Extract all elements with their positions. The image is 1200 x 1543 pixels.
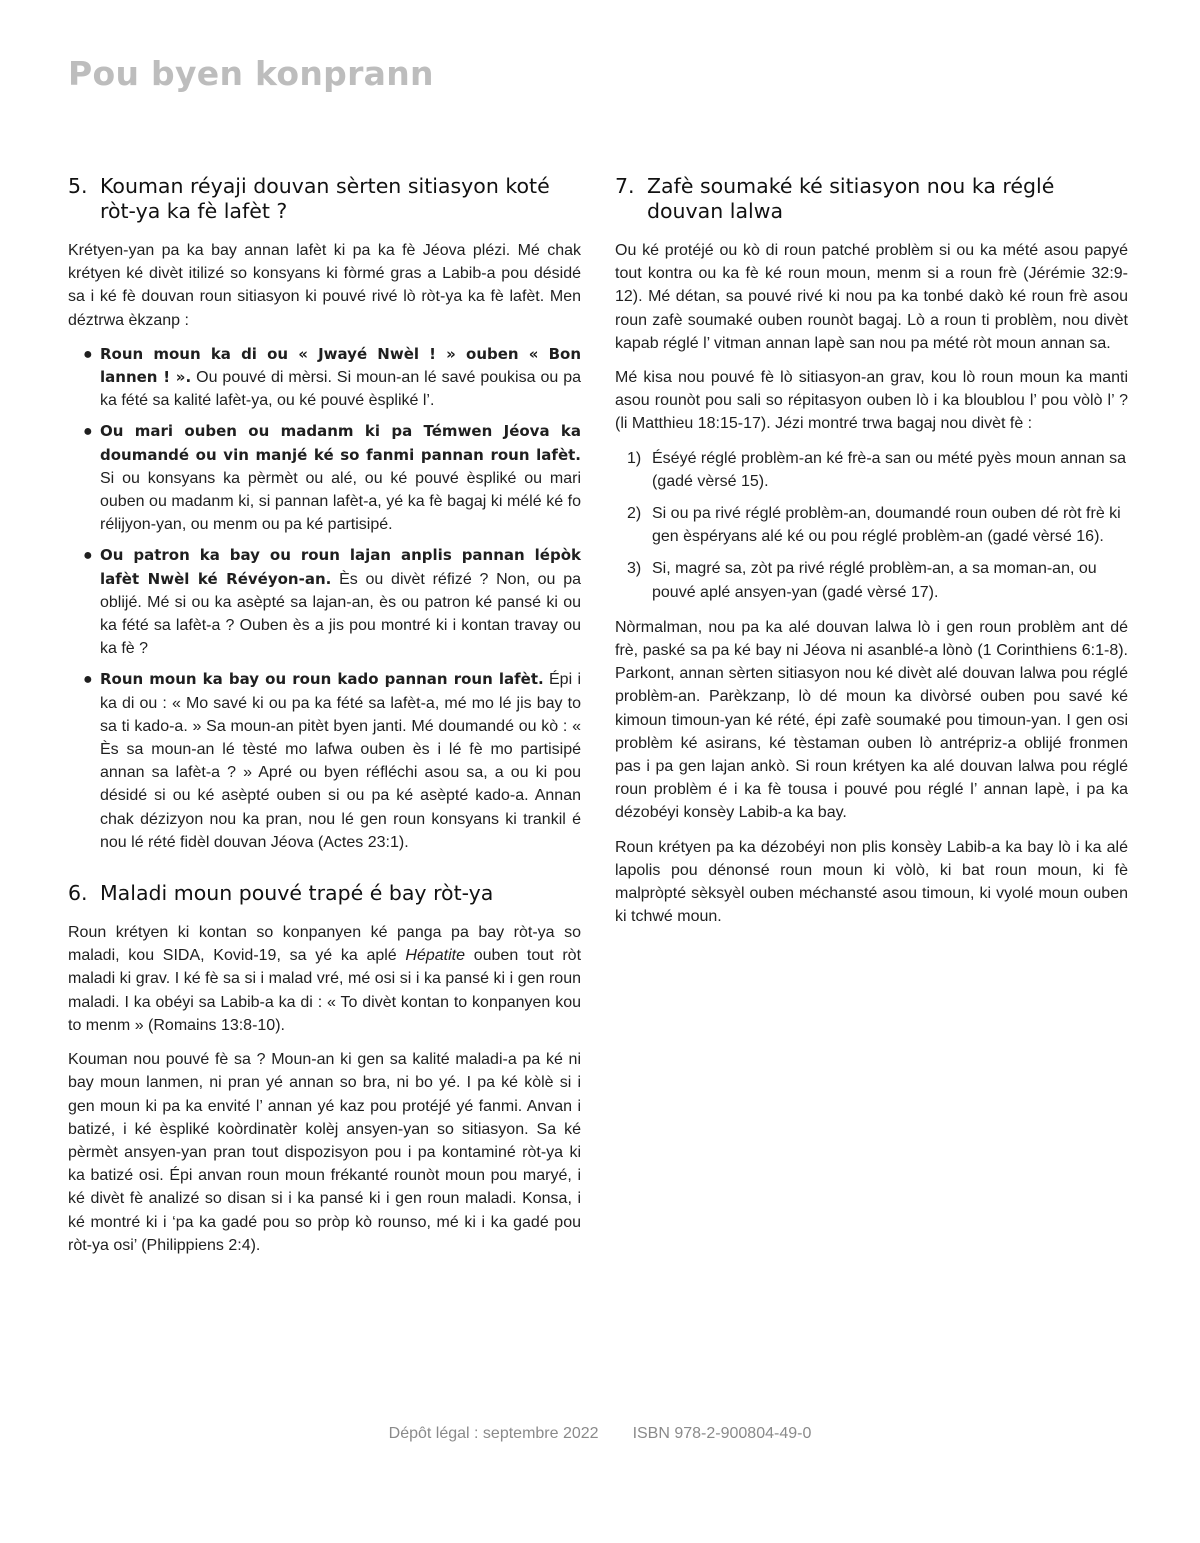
isbn: ISBN 978-2-900804-49-0 <box>632 1425 812 1442</box>
bullet-text: Si ou konsyans ka pèrmèt ou alé, ou ké pouvé èspliké ou mari ouben ou madanm ki, si pannan lafèt-a, yé ka fè bagaj ki mélé ké fo rélijyon-yan, ou menm ou pa ké partisipé. <box>100 469 581 534</box>
section-5-intro: Krétyen-yan pa ka bay annan lafèt ki pa ka fè Jéova plézi. Mé chak krétyen ké divèt itilizé so konsyans ki fòrmé gras a Labib-a pou désidé sa i ké fè douvan roun sitiasyon ki pouvé rivé lò ròt-ya ka fè lafèt. Men déztrwa èkzanp : <box>68 242 581 329</box>
page-footer <box>0 1425 1200 1443</box>
bullet-lead: Ou mari ouben ou madanm ki pa Témwen Jéova ka doumandé ou vin manjé ké so fanmi pannan roun lafèt. <box>100 422 581 464</box>
step-item <box>615 557 1128 603</box>
left-column <box>68 174 581 1268</box>
section-7-step-list <box>615 447 1128 604</box>
section-6-number: 6. <box>68 881 88 906</box>
section-5-bullet-list <box>68 343 581 854</box>
bullet-icon: ● <box>83 671 93 689</box>
page-title: Pou byen konprann <box>68 54 434 93</box>
step-number: 3) <box>627 560 642 578</box>
section-7-number: 7. <box>615 174 635 198</box>
bullet-icon: ● <box>83 423 93 441</box>
bullet-text: Épi i ka di ou : « Mo savé ki ou pa ka fété sa lafèt-a, mé mo lé jis bay to sa ti kado-a. » Sa moun-an pitèt byen janti. Mé doumandé ou kò : « Ès sa moun-an lé tèsté mo lafwa ouben ès i lé fè mo partisipé annan sa lafèt-a ? » Apré ou byen réfléchi asou sa, a ou ki pou désidé si ou ké asèpté ouben si ou pa ké asèpté kado-a. Annan chak dézizyon nou ka pran, nou lé gen roun konsyans ki trankil é nou lé rété fidèl douvan Jéova (Actes 23:1). <box>100 671 581 851</box>
bullet-item <box>68 420 581 536</box>
section-6-paragraph-2: Kouman nou pouvé fè sa ? Moun-an ki gen sa kalité maladi-a pa ké ni bay moun lanmen, ni pran yé annan so bra, ni bo yé. I pa ké kòlè si i gen moun ki pa ka envité l’ annan yé kaz pou protéjé yé fanmi. Anvan i batizé, i ké èspliké koòrdinatèr kolèj ansyen-yan so sitiasyon. Sa ké pèrmèt ansyen-yan pran tout dispozisyon pou i pa kontaminé ròt-ya ki ka batizé osi. Épi anvan roun moun frékanté rounòt moun pou maryé, i ké divèt fè analizé so disan si i ka pansé ki i gen roun maladi. Konsa, i ké montré ki i ‘pa ka gadé pou so pròp kò rounso, mé ki i ka gadé pou ròt-ya osi’ (Philippiens 2:4). <box>68 1051 581 1254</box>
step-number: 2) <box>627 505 642 523</box>
step-item <box>615 447 1128 493</box>
bullet-icon: ● <box>83 547 93 565</box>
section-7-title: Zafè soumaké ké sitiasyon nou ka réglé douvan lalwa <box>647 174 1055 223</box>
bullet-text: Ou pouvé di mèrsi. Si moun-an lé savé poukisa ou pa ka fété sa kalité lafèt-ya, ou ké pouvé èspliké l’. <box>100 369 581 410</box>
bullet-item <box>68 668 581 854</box>
section-6-heading <box>68 881 581 906</box>
bullet-lead: Roun moun ka bay ou roun kado pannan roun lafèt. <box>100 670 544 689</box>
bullet-icon: ● <box>83 345 93 363</box>
section-5-heading <box>68 174 581 224</box>
section-5-title: Kouman réyaji douvan sèrten sitiasyon koté ròt-ya ka fè lafèt ? <box>100 174 550 223</box>
step-text: Si, magré sa, zòt pa rivé réglé problèm-an, a sa moman-an, ou pouvé aplé ansyen-yan (gadé vèrsé 17). <box>652 560 1097 601</box>
step-text: Éséyé réglé problèm-an ké frè-a san ou mété pyès moun annan sa (gadé vèrsé 15). <box>652 449 1127 490</box>
bullet-text: Ès ou divèt réfizé ? Non, ou pa oblijé. Mé si ou ka asèpté sa lajan-an, ès ou patron ké pansé ki ou ka fété sa lafèt-a ? Ouben ès a jis pou montré ki i kontan travay ou ka fè ? <box>100 570 581 658</box>
legal-deposit: Dépôt légal : septembre 2022 <box>388 1425 599 1442</box>
bullet-lead: Ou patron ka bay ou roun lajan anplis pannan lépòk lafèt Nwèl ké Révéyon-an. <box>100 546 581 588</box>
section-7-heading <box>615 174 1128 224</box>
bullet-item <box>68 544 581 660</box>
section-7-paragraph-1: Ou ké protéjé ou kò di roun patché problèm si ou ka mété asou papyé tout kontra ou ka fè ké roun moun, menm si a roun frè (Jérémie 32:9-12). Mé détan, sa pouvé rivé ki nou pa ka tonbé dakò ké roun frè asou roun zafè soumaké ouben rounòt bagaj. Lò a roun ti problèm, nou divèt kapab réglé l’ vitman annan lapè san nou pa mété ròt moun annan sa. <box>615 242 1128 352</box>
bullet-lead: Roun moun ka di ou « Jwayé Nwèl ! » ouben « Bon lannen ! ». <box>100 344 581 387</box>
section-6-p1-emphasis: Hépatite <box>405 947 466 965</box>
section-6-title: Maladi moun pouvé trapé é bay ròt-ya <box>100 881 494 906</box>
section-5-number: 5. <box>68 174 88 198</box>
step-number: 1) <box>627 449 642 467</box>
section-6-p1-text: Roun krétyen ki kontan so konpanyen ké panga pa bay ròt-ya so maladi, kou SIDA, Kovid-19, sa yé ka aplé <box>68 924 581 965</box>
section-6-p1-text-end: ouben tout ròt maladi ki grav. I ké fè sa si i malad vré, mé osi si i ka pansé ki i gen roun maladi. I ka obéyi sa Labib-a ka di : « To divèt kontan to konpanyen kou to menm » (Romains 13:8-10). <box>68 947 582 1034</box>
section-7-paragraph-3: Nòrmalman, nou pa ka alé douvan lalwa lò i gen roun problèm ant dé frè, paské sa pa ké bay ni Jéova ni asanblé-a lònò (1 Corinthiens 6:1-8). Parkont, annan sèrten sitiasyon nou ké divèt alé douvan lalwa pou réglé problèm-an. Parèkzanp, lò dé moun ka divòrsé ouben pou savé ké kimoun timoun-yan ké rété, épi zafè soumaké pou timoun-yan. I gen osi problèm ké asirans, ké tèstaman ouben lò antrépriz-a oblijé fronmen pas i pa gen lajan ankò. Si roun krétyen ka alé douvan lalwa pou réglé roun problèm é i ka fè tousa i pouvé pou réglé l’ annan lapè, i pa ka dézobéyi konsèy Labib-a ka bay. <box>615 618 1128 822</box>
step-item <box>615 502 1128 548</box>
section-7-paragraph-2: Mé kisa nou pouvé fè lò sitiasyon-an grav, kou lò roun moun ka manti asou rounòt pou sali so répitasyon ouben lò i ka bloublou l’ pou vòlò l’ ? (li Matthieu 18:15-17). Jézi montré trwa bagaj nou divèt fè : <box>615 369 1128 433</box>
step-text: Si ou pa rivé réglé problèm-an, doumandé roun ouben dé ròt frè ki gen èspéryans alé ké ou pou réglé problèm-an (gadé vèrsé 16). <box>652 505 1121 546</box>
right-column <box>615 174 1128 939</box>
bullet-item <box>68 343 581 413</box>
section-6-paragraph-1 <box>68 921 581 1037</box>
section-7-paragraph-4: Roun krétyen pa ka dézobéyi non plis konsèy Labib-a ka bay lò i ka alé lapolis pou dénonsé roun moun ki vòlò, ki bat roun moun, ki fè malpròpté sèksyèl ouben méchansté asou timoun, ki vyolé moun ouben ki tchwé moun. <box>615 838 1128 926</box>
